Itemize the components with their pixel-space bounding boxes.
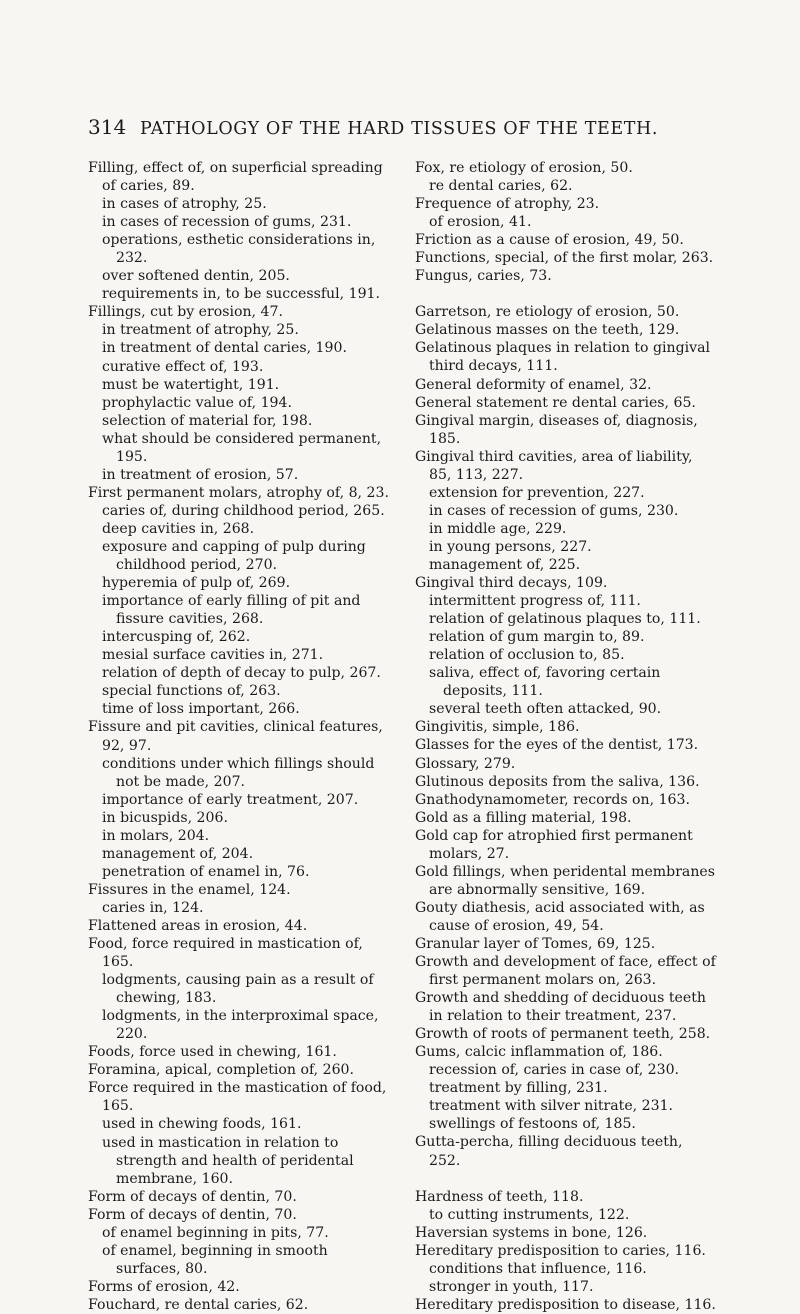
index-entry: Fox, re etiology of erosion, 50. bbox=[415, 160, 633, 176]
index-subentry: operations, esthetic considerations in, 232. bbox=[102, 232, 376, 267]
index-subentry: management of, 225. bbox=[429, 556, 581, 573]
index-subentry: treatment by filling, 231. bbox=[429, 1080, 608, 1097]
index-subentry: exposure and capping of pulp during childhood period, 270. bbox=[102, 538, 366, 574]
index-entry: Hardness of teeth, 118. bbox=[415, 1188, 584, 1205]
index-entry: Fouchard, re dental caries, 62. bbox=[88, 1296, 309, 1313]
index-entry: Garretson, re etiology of erosion, 50. bbox=[415, 304, 680, 321]
index-subentry: in young persons, 227. bbox=[429, 538, 592, 555]
index-subentry: of erosion, 41. bbox=[429, 214, 532, 231]
index-subentry: caries in, 124. bbox=[102, 899, 204, 916]
index-entry: Fissures in the enamel, 124. bbox=[88, 881, 291, 898]
index-entry: Hereditary predisposition to caries, 116. bbox=[415, 1242, 706, 1259]
index-column-right bbox=[415, 159, 718, 1314]
index-entry: Frequence of atrophy, 23. bbox=[415, 196, 600, 213]
index-entry: Food, force required in mastication of, 165. bbox=[88, 936, 363, 971]
index-subentry: treatment with silver nitrate, 231. bbox=[429, 1098, 674, 1115]
index-subentry: special functions of, 263. bbox=[102, 683, 281, 700]
index-entry: Flattened areas in erosion, 44. bbox=[88, 917, 308, 934]
index-subentry: in cases of atrophy, 25. bbox=[102, 196, 267, 213]
index-entry: Foods, force used in chewing, 161. bbox=[88, 1044, 337, 1061]
index-entry: Glutinous deposits from the saliva, 136. bbox=[415, 773, 700, 790]
index-subentry: prophylactic value of, 194. bbox=[102, 394, 292, 411]
index-subentry: re dental caries, 62. bbox=[429, 178, 573, 195]
index-entry: Filling, effect of, on superficial spreading of caries, 89. bbox=[88, 160, 383, 195]
index-subentry: requirements in, to be successful, 191. bbox=[102, 286, 380, 303]
index-subentry: intermittent progress of, 111. bbox=[429, 593, 641, 610]
index-entry: Gingival third cavities, area of liability, 85, 113, 227. bbox=[415, 448, 693, 483]
index-entry: General deformity of enamel, 32. bbox=[415, 376, 652, 393]
index-subentry: conditions that influence, 116. bbox=[429, 1260, 647, 1277]
index-entry: Gutta-percha, filling deciduous teeth, 252. bbox=[415, 1134, 683, 1169]
index-entry: Fungus, caries, 73. bbox=[415, 268, 552, 285]
index-subentry: importance of early treatment, 207. bbox=[102, 791, 359, 808]
index-subentry: lodgments, causing pain as a result of chewing, 183. bbox=[102, 972, 374, 1007]
index-entry: Growth and development of face, effect of first permanent molars on, 263. bbox=[415, 954, 716, 989]
index-column-left bbox=[88, 159, 390, 1314]
index-subentry: relation of gelatinous plaques to, 111. bbox=[429, 611, 701, 628]
index-entry: Gouty diathesis, acid associated with, as cause of erosion, 49, 54. bbox=[415, 899, 705, 934]
index-subentry: relation of gum margin to, 89. bbox=[429, 629, 645, 646]
index-subentry: what should be considered permanent, 195. bbox=[102, 430, 382, 465]
index-subentry: swellings of festoons of, 185. bbox=[429, 1116, 636, 1133]
index-entry: Form of decays of dentin, 70. bbox=[88, 1206, 297, 1223]
index-entry: Haversian systems in bone, 126. bbox=[415, 1224, 648, 1241]
index-subentry: in treatment of atrophy, 25. bbox=[102, 322, 299, 339]
index-entry: Fillings, cut by erosion, 47. bbox=[88, 304, 283, 321]
index-subentry: in cases of recession of gums, 231. bbox=[102, 214, 352, 231]
index-subentry: mesial surface cavities in, 271. bbox=[102, 647, 324, 664]
index-subentry: in cases of recession of gums, 230. bbox=[429, 502, 679, 519]
index-subentry: management of, 204. bbox=[102, 845, 254, 862]
index-entry: Growth of roots of permanent teeth, 258. bbox=[415, 1026, 711, 1043]
index-entry: Growth and shedding of deciduous teeth in relation to their treatment, 237. bbox=[415, 990, 706, 1025]
index-entry: Glossary, 279. bbox=[415, 755, 516, 772]
index-subentry: in treatment of erosion, 57. bbox=[102, 466, 299, 483]
index-subentry: used in chewing foods, 161. bbox=[102, 1116, 302, 1133]
index-entry: Gingival margin, diseases of, diagnosis, 185. bbox=[415, 412, 698, 447]
index-subentry: selection of material for, 198. bbox=[102, 412, 313, 429]
index-subentry: extension for prevention, 227. bbox=[429, 484, 645, 501]
index-subentry: in middle age, 229. bbox=[429, 520, 567, 537]
index-subentry: used in mastication in relation to strength and health of peridental membrane, 160. bbox=[102, 1134, 354, 1187]
index-subentry: curative effect of, 193. bbox=[102, 358, 264, 375]
index-subentry: importance of early filling of pit and fissure cavities, 268. bbox=[102, 593, 361, 628]
index-subentry: relation of occlusion to, 85. bbox=[429, 647, 625, 664]
index-entry: Foramina, apical, completion of, 260. bbox=[88, 1062, 355, 1079]
index-entry: Granular layer of Tomes, 69, 125. bbox=[415, 935, 656, 952]
index-entry: Fissure and pit cavities, clinical features, 92, 97. bbox=[88, 719, 383, 754]
index-entry: Gelatinous plaques in relation to gingival third decays, 111. bbox=[415, 340, 711, 375]
index-subentry: deep cavities in, 268. bbox=[102, 520, 255, 537]
index-entry: Gold fillings, when peridental membranes are abnormally sensitive, 169. bbox=[415, 863, 715, 898]
index-entry: Form of decays of dentin, 70. bbox=[88, 1188, 297, 1205]
page-number: 314 bbox=[88, 115, 127, 139]
index-subentry: lodgments, in the interproximal space, 220. bbox=[102, 1008, 379, 1043]
index-subentry: over softened dentin, 205. bbox=[102, 268, 290, 285]
index-subentry: stronger in youth, 117. bbox=[429, 1278, 594, 1295]
index-subentry: time of loss important, 266. bbox=[102, 701, 300, 718]
index-subentry: intercusping of, 262. bbox=[102, 629, 251, 646]
index-entry: Glasses for the eyes of the dentist, 173. bbox=[415, 737, 699, 754]
running-head bbox=[88, 116, 728, 140]
index-subentry: must be watertight, 191. bbox=[102, 376, 280, 393]
index-subentry: penetration of enamel in, 76. bbox=[102, 863, 310, 880]
index-subentry: several teeth often attacked, 90. bbox=[429, 701, 662, 718]
index-entry: Gold as a filling material, 198. bbox=[415, 809, 632, 826]
index-entry: Gingivitis, simple, 186. bbox=[415, 719, 580, 736]
index-subentry: recession of, caries in case of, 230. bbox=[429, 1062, 680, 1079]
index-subentry: to cutting instruments, 122. bbox=[429, 1206, 630, 1223]
index-subentry: conditions under which fillings should not be made, 207. bbox=[102, 755, 375, 790]
index-entry: Gelatinous masses on the teeth, 129. bbox=[415, 322, 680, 339]
index-entry: Force required in the mastication of food, 165. bbox=[88, 1080, 387, 1115]
index-entry: Functions, special, of the first molar, 263. bbox=[415, 250, 714, 267]
index-subentry: hyperemia of pulp of, 269. bbox=[102, 575, 291, 592]
index-entry: First permanent molars, atrophy of, 8, 23. bbox=[88, 484, 389, 501]
index-entry: Forms of erosion, 42. bbox=[88, 1278, 240, 1295]
index-subentry: caries of, during childhood period, 265. bbox=[102, 502, 385, 519]
index-subentry: relation of depth of decay to pulp, 267. bbox=[102, 665, 381, 682]
index-subentry: in bicuspids, 206. bbox=[102, 809, 228, 826]
index-entry: Friction as a cause of erosion, 49, 50. bbox=[415, 232, 684, 249]
index-entry: Gingival third decays, 109. bbox=[415, 575, 608, 592]
index-subentry: in molars, 204. bbox=[102, 827, 210, 844]
index-subentry: saliva, effect of, favoring certain deposits, 111. bbox=[429, 665, 661, 700]
index-entry: Gold cap for atrophied first permanent molars, 27. bbox=[415, 827, 693, 862]
index-subentry: of enamel, beginning in smooth surfaces, 80. bbox=[102, 1242, 328, 1277]
index-subentry: of enamel beginning in pits, 77. bbox=[102, 1224, 329, 1241]
index-entry: Gnathodynamometer, records on, 163. bbox=[415, 791, 690, 808]
index-subentry: in treatment of dental caries, 190. bbox=[102, 340, 347, 357]
index-entry: General statement re dental caries, 65. bbox=[415, 394, 696, 411]
running-title: PATHOLOGY OF THE HARD TISSUES OF THE TEETH. bbox=[140, 119, 659, 139]
index-entry: Hereditary predisposition to disease, 116. bbox=[415, 1296, 716, 1313]
index-entry: Gums, calcic inflammation of, 186. bbox=[415, 1044, 663, 1061]
